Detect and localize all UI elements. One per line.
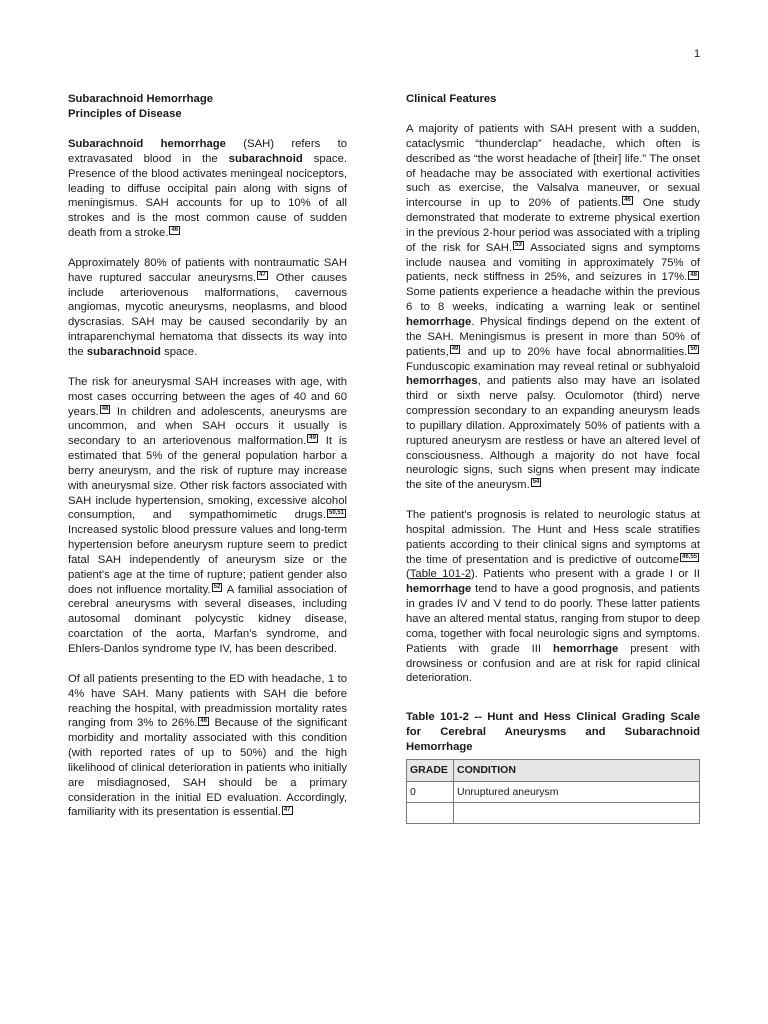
text: . Physical findings depend on the extent of the SAH. Meningismus is present in more than 50% of patients,: [406, 315, 700, 358]
reference-link[interactable]: 46,55: [681, 553, 697, 560]
reference-link[interactable]: 46: [171, 227, 179, 234]
reference-link[interactable]: 46: [624, 197, 631, 204]
text: Other causes include arteriovenous malformations, cavernous angiomas, mycotic aneurysms, neoplasms, and blood dyscrasias. SAH may be caused secondarily by an intraparenchymal hematoma that dissects its way into the: [68, 271, 347, 358]
paragraph: [406, 508, 700, 686]
bold-term: subarachnoid: [86, 345, 161, 358]
text: Of all patients presenting to the ED with headache, 1 to 4% have SAH. Many patients with SAH die before reaching the hospital, with preadmission mortality rates ranging from 3% to 26%.: [68, 672, 347, 730]
reference-link[interactable]: 49: [309, 435, 316, 442]
text: The risk for aneurysmal SAH increases with age, with most cases occurring between the ages of 40 and 60 years.: [68, 375, 347, 418]
text: ). Patients who present with a grade I or II: [471, 568, 700, 581]
reference-link[interactable]: 52: [213, 583, 221, 590]
reference-link[interactable]: 47: [283, 806, 291, 813]
bold-term: hemorrhage: [406, 315, 472, 328]
bold-term: subarachnoid: [228, 152, 303, 165]
text: space. Presence of the blood activates meningeal nociceptors, leading to diffuse occipital pain along with signs of meningismus. SAH accounts for up to 10% of all strokes and is the most common cause of sudden death from a stroke.: [68, 152, 347, 240]
table-caption: Table 101-2 -- Hunt and Hess Clinical Grading Scale for Cerebral Aneurysms and Subarachnoid Hemorrhage: [406, 711, 700, 753]
paragraph: [68, 256, 347, 360]
text: The patient's prognosis is related to neurologic status at hospital admission. The Hunt and Hess scale stratifies patients according to their clinical signs and symptoms at the time of presentation and is predictive of outcome: [406, 509, 700, 566]
text: present with drowsiness or confusion and are at risk for rapid clinical deterioration.: [406, 642, 700, 685]
text: tend to have a good prognosis, and patients in grades IV and V tend to do poorly. These latter patients have an altered mental status, ranging from stupor to deep coma, together with focal neurologic signs and symptoms. Patients with grade III: [406, 583, 700, 655]
reference-link[interactable]: 47: [259, 271, 266, 278]
table-row: [407, 803, 700, 824]
grading-table: [406, 759, 700, 825]
text: Funduscopic examination may reveal retinal or subhyaloid: [406, 360, 700, 373]
grade-cell: 0: [407, 781, 454, 803]
table-header-row: [407, 759, 700, 781]
text: In children and adolescents, aneurysms are uncommon, and when SAH occurs it usually is secondary to an arteriovenous malformation.: [68, 405, 347, 448]
column-header-grade: GRADE: [407, 759, 454, 781]
table-row: [407, 781, 700, 803]
text: A familial association of cerebral aneurysms with several diseases, including autosomal dominant polycystic kidney disease, coarctation of the aorta, Marfan's syndrome, and Ehlers-Danlos syndrome type IV, has been described.: [68, 583, 348, 655]
text: (SAH) refers to extravasated blood in the: [68, 138, 348, 165]
text: Associated signs and symptoms include nausea and vomiting in approximately 75% of patients, neck stiffness in 25%, and seizures in 17%.: [406, 241, 700, 284]
page-number: 1: [694, 48, 701, 60]
section-title: Clinical Features: [406, 93, 497, 105]
text: Approximately 80% of patients with nontraumatic SAH have ruptured saccular aneurysms.: [68, 256, 347, 284]
text: Because of the significant morbidity and mortality associated with this condition (with reported rates of up to 50%) and the high likelihood of clinical deterioration in patients who initially are misdiagnosed, SAH should be a primary consideration in the initial ED evaluation. Accordingly, familiarity with its presentation is essential.: [68, 717, 347, 819]
text: , and patients also may have an isolated third or sixth nerve palsy. Oculomotor (third) nerve compression secondary to an expanding aneurysm leads to pupillary dilation. Approximately 50% of patients with a ruptured aneurysm are restless or have an altered level of consciousness. Although a majority do not have focal neurologic signs, such signs when present may indicate the site of the aneurysm.: [406, 375, 700, 492]
text: Increased systolic blood pressure values and long-term hypertension before aneurysm rupture seem to predict fatal SAH independently of aneurysm size or the patient's age at the time of rupture; patient gender also does not influence mortality.: [68, 524, 347, 596]
reference-link[interactable]: 49: [451, 345, 459, 352]
bold-term: Subarachnoid hemorrhage: [68, 138, 226, 150]
text: and up to 20% have focal abnormalities.: [461, 345, 688, 358]
paragraph: [68, 137, 347, 241]
bold-term: hemorrhage: [553, 642, 619, 655]
reference-link[interactable]: 54: [532, 479, 540, 486]
text: A majority of patients with SAH present with a sudden, cataclysmic “thunderclap” headache, which often is described as “the worst headache of [their] life.” The onset of headache may be associated with exertional activities such as exercise, the Valsalva maneuver, or sexual intercourse in up to 20% of patients.: [406, 123, 700, 210]
reference-link[interactable]: 48: [690, 271, 697, 278]
bold-term: hemorrhage: [406, 583, 472, 596]
condition-cell: [454, 803, 700, 824]
text: Some patients experience a headache within the previous 6 to 8 weeks, indicating a warning leak or sentinel: [406, 286, 700, 314]
text: It is estimated that 5% of the general population harbor a berry aneurysm, and the risk of rupture may increase with aneurysmal size. Other risk factors associated with SAH include hypertension, smoking, excessive alcohol consumption, and sympathomimetic drugs.: [68, 435, 347, 522]
text: space.: [160, 345, 198, 358]
paragraph: [406, 122, 700, 493]
section-title: Subarachnoid Hemorrhage: [68, 93, 214, 105]
paragraph: [68, 375, 347, 657]
paragraph: [68, 672, 347, 820]
reference-link[interactable]: 48: [101, 405, 109, 412]
left-column: [68, 92, 347, 835]
reference-link[interactable]: 50: [690, 345, 697, 352]
reference-link[interactable]: 46: [200, 717, 208, 724]
right-column: [406, 92, 700, 824]
text: One study demonstrated that moderate to extreme physical exertion in the previous 2-hour period was associated with a tripling of the risk for SAH.: [406, 197, 700, 254]
section-subtitle: Principles of Disease: [68, 108, 182, 120]
grade-cell: [407, 803, 454, 824]
bold-term: hemorrhages: [406, 375, 478, 388]
table-link[interactable]: Table 101-2: [409, 568, 472, 581]
reference-link[interactable]: 50,51: [328, 509, 344, 516]
condition-cell: Unruptured aneurysm: [454, 781, 700, 803]
reference-link[interactable]: 53: [515, 241, 522, 248]
column-header-condition: CONDITION: [454, 759, 700, 781]
text: (: [406, 568, 410, 581]
